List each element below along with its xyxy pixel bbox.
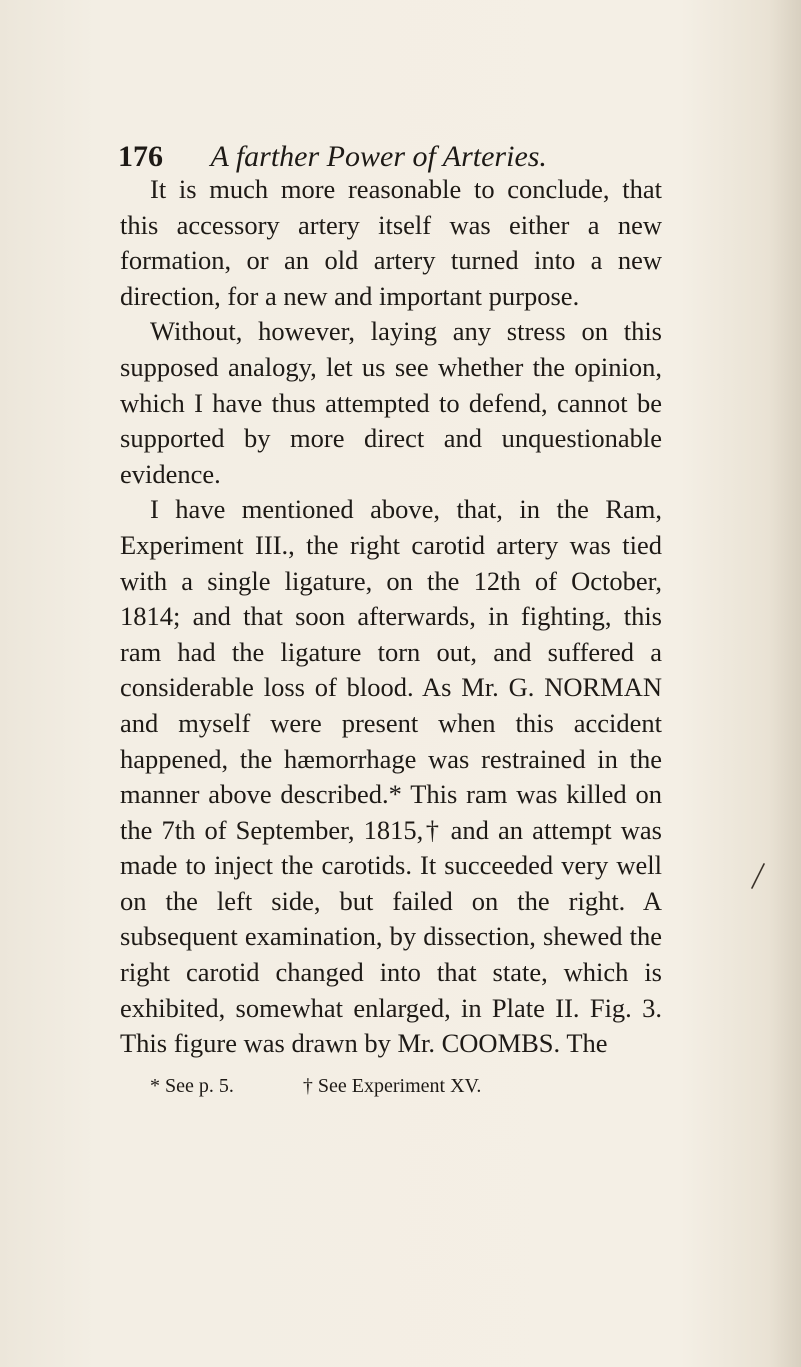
footnote-2: † See Experiment XV. [302,1075,482,1097]
pencil-mark-icon [748,860,768,890]
paragraph-3: I have mentioned above, that, in the Ram, Experiment III., the right carotid artery was tied with a single ligature, on the 12th of October, 1814; and that soon afterwards, in fighting, this ram had the ligature torn out, and suffered a considerable loss of blood. As Mr. G. NORMAN and myself were present when this accident happened, the hæmorrhage was restrained in the manner above described.* This ram was killed on the 7th of September, 1815,† and an attempt was made to inject the carotids. It succeeded very well on the left side, but failed on the right. A subsequent examination, by dissection, shewed the right carotid changed into that state, which is exhibited, somewhat enlarged, in Plate II. Fig. 3. This figure was drawn by Mr. COOMBS. The [120,494,662,1059]
paragraph-2: Without, however, laying any stress on this supposed analogy, let us see whether the opinion, which I have thus attempted to defend, cannot be supported by more direct and unquestionable evidence. [120,316,662,489]
running-head [118,137,678,177]
footnote-1: * See p. 5. [150,1075,234,1097]
page-number: 176 [118,140,163,173]
body-text [120,172,662,1062]
footnotes [150,1073,670,1099]
paragraph-1: It is much more reasonable to conclude, that this accessory artery itself was either a new formation, or an old artery turned into a new direction, for a new and important purpose. [120,174,662,311]
running-title: A farther Power of Arteries. [210,140,547,173]
